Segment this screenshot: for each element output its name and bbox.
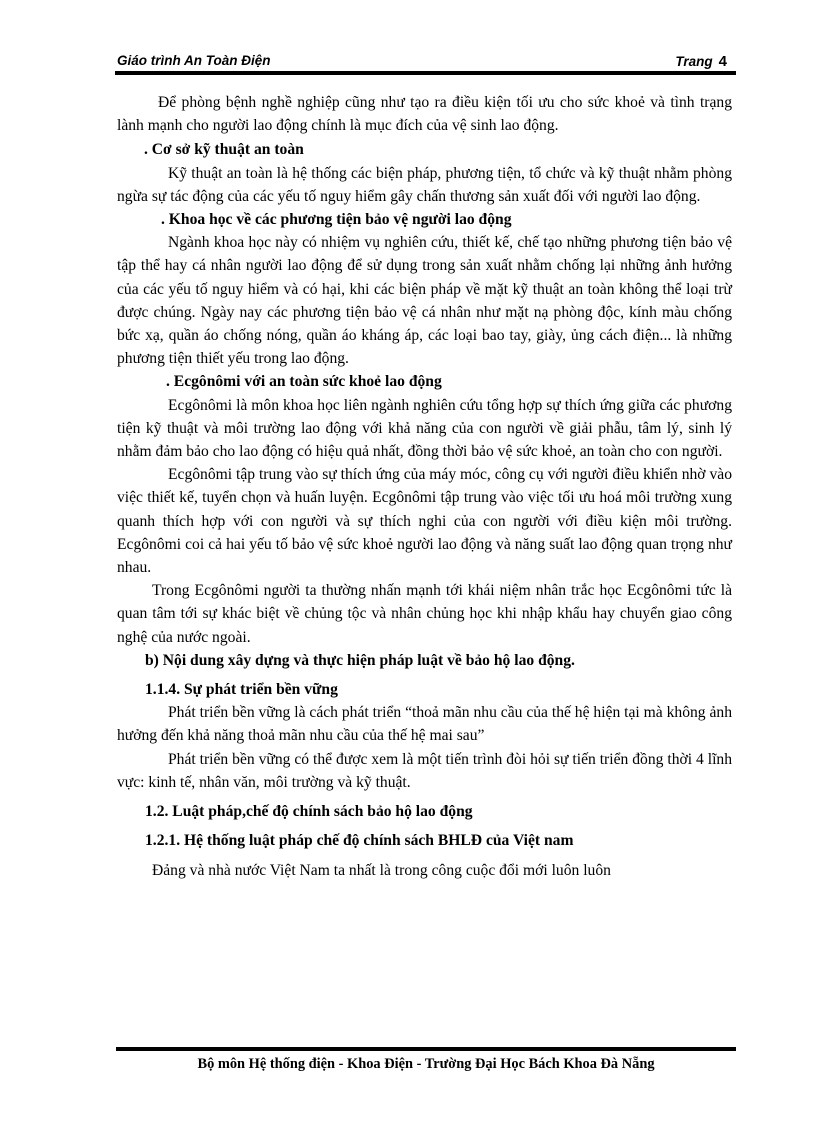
page-number: 4	[718, 53, 727, 70]
heading-vietnam-legal-system: 1.2.1. Hệ thống luật pháp chế độ chính sách BHLĐ của Việt nam	[145, 832, 574, 850]
paragraph-protective-equipment: Ngành khoa học này có nhiệm vụ nghiên cứu, thiết kế, chế tạo những phương tiện bảo vệ tập thể hay cá nhân người lao động để sử dụng trong sản xuất nhằm chống lại những ảnh hưởng của các yếu tố nguy hiểm và có hại, khi các biện pháp về mặt kỹ thuật an toàn không thể loại trừ được chúng. Ngày nay các phương tiện bảo vệ cá nhân như mặt nạ phòng độc, kính màu chống bức xạ, quần áo chống nóng, quần áo kháng áp, các loại bao tay, giày, ủng cách điện... là những phương tiện thiết yếu trong lao động.	[117, 234, 732, 368]
heading-protective-equipment: . Khoa học về các phương tiện bảo vệ người lao động	[161, 211, 512, 229]
paragraph-ergonomics-definition: Ecgônômi là môn khoa học liên ngành nghiên cứu tổng hợp sự thích ứng giữa các phương tiện kỹ thuật và môi trường lao động với khả năng của con người về giải phẫu, tâm lý, sinh lý nhằm đảm bảo cho lao động có hiệu quả nhất, đồng thời bảo vệ sức khoẻ, an toàn cho con người.	[117, 396, 732, 461]
paragraph-ergonomics-focus: Ecgônômi tập trung vào sự thích ứng của máy móc, công cụ với người điều khiển nhờ vào việc thiết kế, tuyển chọn và huấn luyện. Ecgônômi tập trung vào việc tối ưu hoá môi trường xung quanh thích hợp với con người và sự thích nghi của con người với điều kiện môi trường. Ecgônômi coi cả hai yếu tố bảo vệ sức khoẻ người lao động và năng suất lao động quan trọng như nhau.	[117, 466, 732, 577]
heading-sustainable-development: 1.1.4. Sự phát triển bền vững	[145, 681, 338, 699]
heading-law-and-policy: 1.2. Luật pháp,chế độ chính sách bảo hộ lao động	[145, 803, 473, 821]
header-divider	[115, 71, 736, 75]
heading-labor-protection-law: b) Nội dung xây dựng và thực hiện pháp luật về bảo hộ lao động.	[145, 651, 575, 669]
page-body	[117, 91, 732, 882]
paragraph-sustainable-fields: Phát triển bền vững có thể được xem là một tiến trình đòi hỏi sự tiến triển đồng thời 4 lĩnh vực: kinh tế, nhân văn, môi trường và kỹ thuật.	[117, 750, 732, 791]
page-header	[117, 52, 737, 72]
heading-ergonomics: . Ecgônômi với an toàn sức khoẻ lao động	[166, 373, 442, 391]
document-title: Giáo trình An Toàn Điện	[117, 53, 271, 68]
page-label: Trang	[675, 54, 713, 69]
page-indicator	[675, 53, 727, 70]
footer-divider	[116, 1047, 736, 1051]
paragraph-safety-engineering: Kỹ thuật an toàn là hệ thống các biện pháp, phương tiện, tổ chức và kỹ thuật nhằm phòng ngừa sự tác động của các yếu tố nguy hiểm gây chấn thương sản xuất đối với người lao động.	[117, 164, 732, 205]
paragraph-occupational-hygiene: Để phòng bệnh nghề nghiệp cũng như tạo ra điều kiện tối ưu cho sức khoẻ và tình trạng lành mạnh cho người lao động chính là mục đích của vệ sinh lao động.	[117, 94, 732, 135]
paragraph-anthropometry: Trong Ecgônômi người ta thường nhấn mạnh tới khái niệm nhân trắc học Ecgônômi tức là quan tâm tới sự khác biệt về chủng tộc và nhân chủng học khi nhập khẩu hay chuyển giao công nghệ của nước ngoài.	[117, 582, 732, 646]
paragraph-sustainable-definition: Phát triển bền vững là cách phát triển “thoả mãn nhu cầu của thế hệ hiện tại mà không ảnh hưởng đến khả năng thoả mãn nhu cầu của thế hệ mai sau”	[117, 704, 733, 745]
paragraph-vietnam-policy: Đảng và nhà nước Việt Nam ta nhất là trong công cuộc đổi mới luôn luôn	[152, 861, 611, 879]
page-footer: Bộ môn Hệ thống điện - Khoa Điện - Trường Đại Học Bách Khoa Đà Nẵng	[197, 1056, 655, 1072]
heading-safety-engineering: . Cơ sở kỹ thuật an toàn	[144, 141, 304, 159]
